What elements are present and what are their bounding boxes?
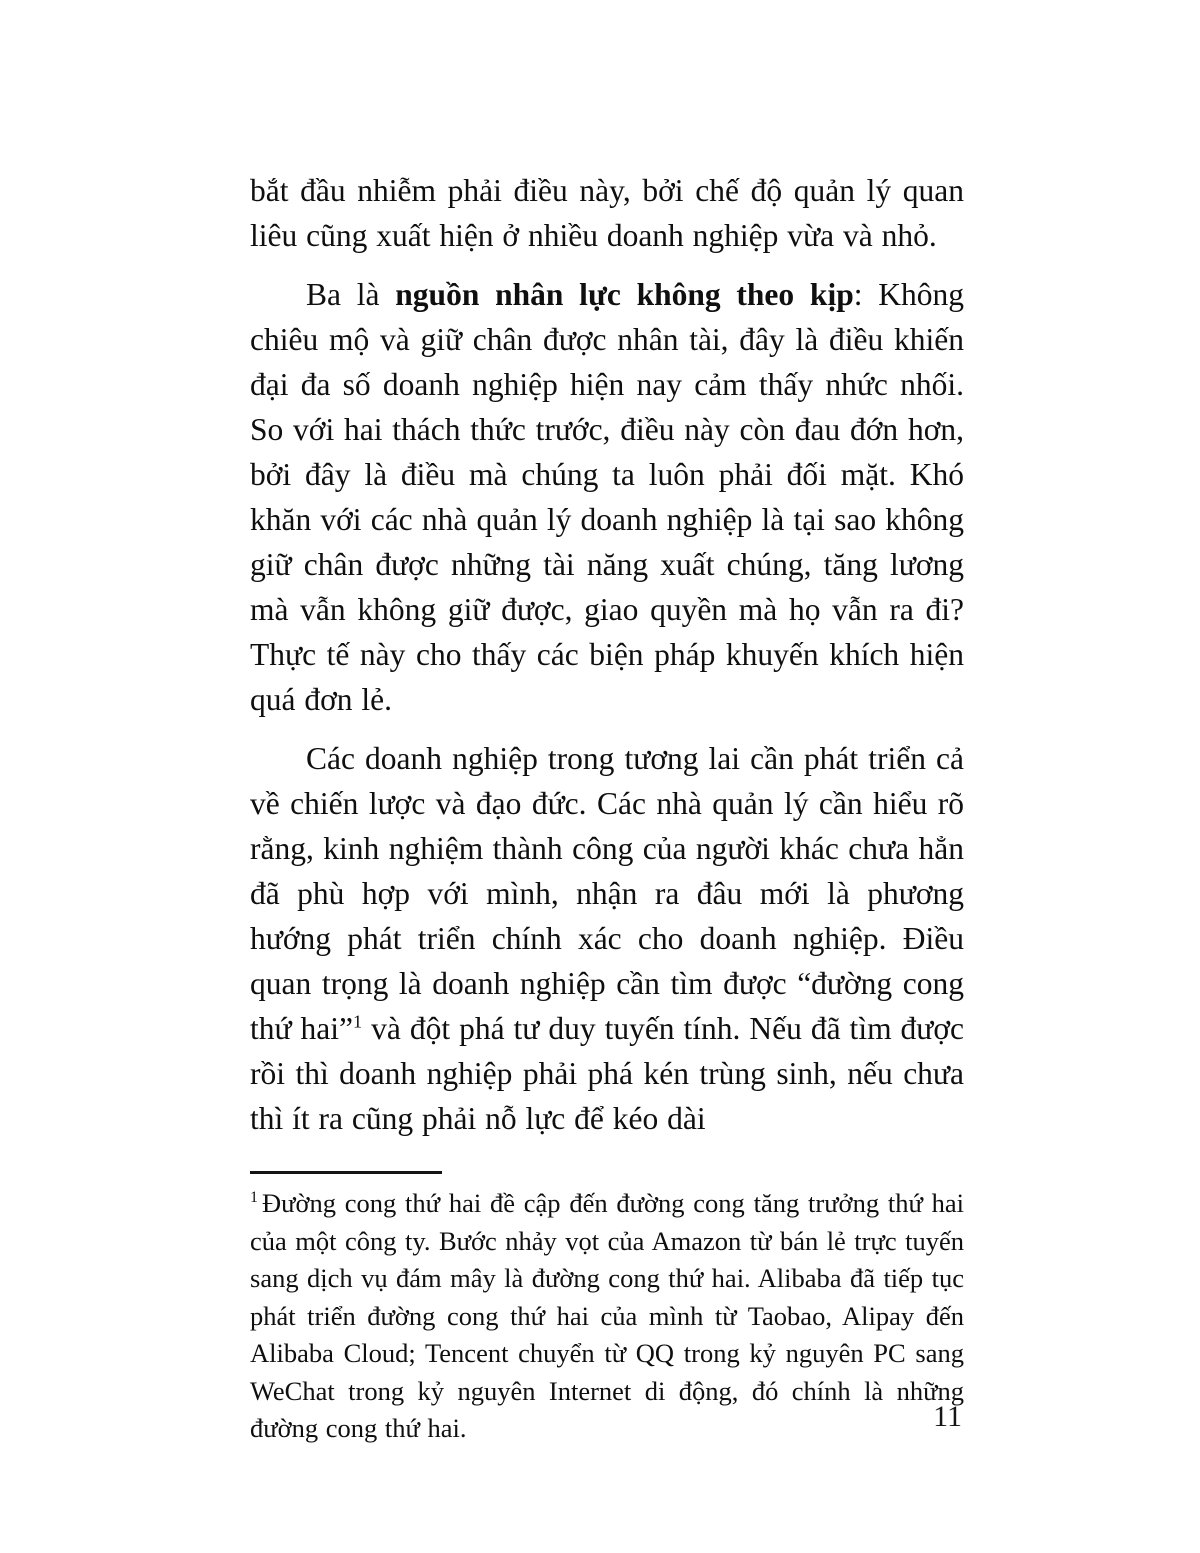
text-run: : Không chiêu mộ và giữ chân được nhân tài, đây là điều khiến đại đa số doanh nghiệp hiện nay cảm thấy nhức nhối. So với hai thách thức trước, điều này còn đau đớn hơn, bởi đây là điều mà chúng ta luôn phải đối mặt. Khó khăn với các nhà quản lý doanh nghiệp là tại sao không giữ chân được những tài năng xuất chúng, tăng lương mà vẫn không giữ được, giao quyền mà họ vẫn ra đi? Thực tế này cho thấy các biện pháp khuyến khích hiện quá đơn lẻ. (250, 277, 965, 717)
bold-phrase: nguồn nhân lực không theo kịp (395, 277, 854, 312)
page-content (250, 168, 964, 1448)
main-text (250, 168, 964, 1141)
footnote (250, 1185, 964, 1448)
footnote-reference: 1 (353, 1011, 363, 1032)
paragraph-future-development (250, 736, 964, 1141)
footnote-separator (250, 1171, 442, 1174)
text-run: Ba là (306, 277, 396, 312)
paragraph-third-challenge (250, 272, 964, 722)
text-run: bắt đầu nhiễm phải điều này, bởi chế độ quản lý quan liêu cũng xuất hiện ở nhiều doanh nghiệp vừa và nhỏ. (250, 173, 964, 253)
paragraph-continuation (250, 168, 964, 258)
page-number: 11 (933, 1400, 962, 1433)
footnote-text: Đường cong thứ hai đề cập đến đường cong tăng trưởng thứ hai của một công ty. Bước nhảy vọt của Amazon từ bán lẻ trực tuyến sang dịch vụ đám mây là đường cong thứ hai. Alibaba đã tiếp tục phát triển đường cong thứ hai của mình từ Taobao, Alipay đến Alibaba Cloud; Tencent chuyển từ QQ trong kỷ nguyên PC sang WeChat trong kỷ nguyên Internet di động, đó chính là những đường cong thứ hai. (250, 1188, 964, 1443)
text-run: và đột phá tư duy tuyến tính. Nếu đã tìm được rồi thì doanh nghiệp phải phá kén trùng sinh, nếu chưa thì ít ra cũng phải nỗ lực để kéo dài (250, 1011, 965, 1136)
footnote-marker: 1 (250, 1189, 258, 1207)
text-run: Các doanh nghiệp trong tương lai cần phát triển cả về chiến lược và đạo đức. Các nhà quản lý cần hiểu rõ rằng, kinh nghiệm thành công của người khác chưa hẳn đã phù hợp với mình, nhận ra đâu mới là phương hướng phát triển chính xác cho doanh nghiệp. Điều quan trọng là doanh nghiệp cần tìm được “đường cong thứ hai” (250, 741, 964, 1046)
